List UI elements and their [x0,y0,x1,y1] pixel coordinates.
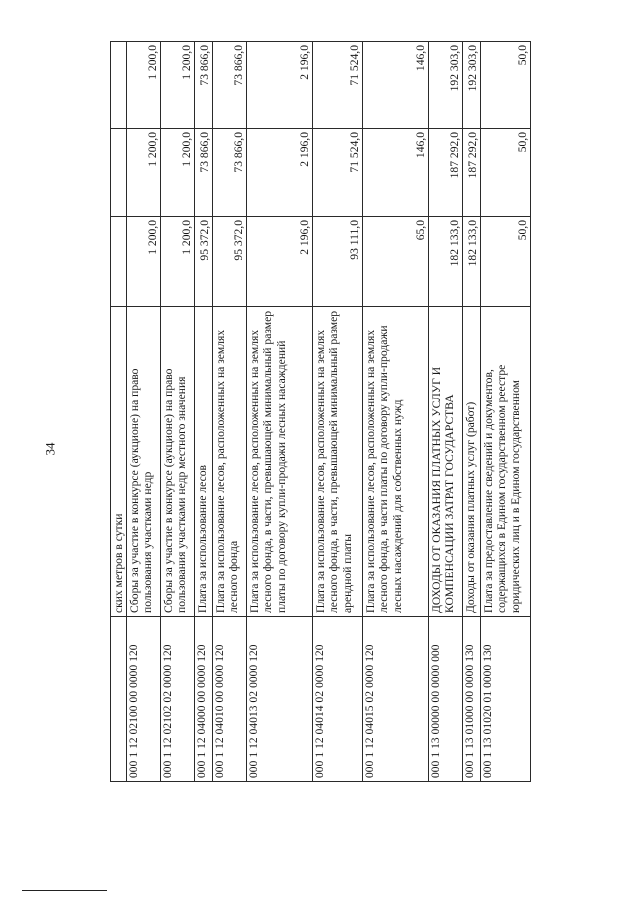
revenue-name-cell: Сборы за участие в конкурсе (аукционе) на право пользования участками недр местного значения [161,307,195,617]
table-row [161,42,195,782]
value-cell-year-3 [111,42,127,129]
value-cell-year-1: 182 133,0 [463,217,481,307]
revenue-name-cell: Плата за использование лесов, расположенных на землях лесного фонда, в части платы по договору купли-продажи лесных насаждений для собственных нужд [363,307,429,617]
value-cell-year-3: 1 200,0 [127,42,161,129]
budget-code-cell: 000 1 13 01000 00 0000 130 [463,617,481,782]
value-cell-year-1: 50,0 [481,217,531,307]
value-cell-year-1: 1 200,0 [127,217,161,307]
revenue-name-cell: Плата за предоставление сведений и документов, содержащихся в Едином государственном реестре юридических лиц и в Едином государственном [481,307,531,617]
value-cell-year-3: 73 866,0 [195,42,213,129]
value-cell-year-2: 1 200,0 [161,129,195,217]
value-cell-year-3: 73 866,0 [213,42,247,129]
value-cell-year-1: 95 372,0 [195,217,213,307]
revenue-name-cell: Сборы за участие в конкурсе (аукционе) на право пользования участками недр [127,307,161,617]
value-cell-year-2: 1 200,0 [127,129,161,217]
revenue-name-cell: Плата за использование лесов, расположенных на землях лесного фонда [213,307,247,617]
budget-code-cell: 000 1 12 04015 02 0000 120 [363,617,429,782]
value-cell-year-2: 50,0 [481,129,531,217]
budget-code-cell: 000 1 12 02100 00 0000 120 [127,617,161,782]
value-cell-year-2: 71 524,0 [313,129,363,217]
value-cell-year-2: 73 866,0 [195,129,213,217]
value-cell-year-3: 50,0 [481,42,531,129]
value-cell-year-3: 192 303,0 [429,42,463,129]
revenue-name-cell: Плата за использование лесов, расположенных на землях лесного фонда, в части, превышающей минимальный размер арендной платы [313,307,363,617]
value-cell-year-1: 182 133,0 [429,217,463,307]
value-cell-year-3: 146,0 [363,42,429,129]
revenue-name-cell: Плата за использование лесов, расположенных на землях лесного фонда, в части, превышающей минимальный размер платы по договору купли-продажи лесных насаждений [247,307,313,617]
budget-code-cell: 000 1 12 04014 02 0000 120 [313,617,363,782]
budget-code-cell: 000 1 12 04000 00 0000 120 [195,617,213,782]
value-cell-year-2: 187 292,0 [463,129,481,217]
value-cell-year-2: 2 196,0 [247,129,313,217]
value-cell-year-2: 73 866,0 [213,129,247,217]
budget-code-cell [111,617,127,782]
value-cell-year-1: 95 372,0 [213,217,247,307]
table-row [481,42,531,782]
value-cell-year-2: 187 292,0 [429,129,463,217]
revenue-table-body [111,42,531,782]
value-cell-year-1: 65,0 [363,217,429,307]
budget-code-cell: 000 1 13 00000 00 0000 000 [429,617,463,782]
value-cell-year-1: 93 111,0 [313,217,363,307]
table-row [111,42,127,782]
table-row [195,42,213,782]
value-cell-year-1: 1 200,0 [161,217,195,307]
table-row [363,42,429,782]
value-cell-year-2 [111,129,127,217]
budget-code-cell: 000 1 12 04013 02 0000 120 [247,617,313,782]
budget-code-cell: 000 1 12 04010 00 0000 120 [213,617,247,782]
revenue-name-cell: Доходы от оказания платных услуг (работ) [463,307,481,617]
value-cell-year-2: 146,0 [363,129,429,217]
revenue-name-cell: ДОХОДЫ ОТ ОКАЗАНИЯ ПЛАТНЫХ УСЛУГ И КОМПЕНСАЦИИ ЗАТРАТ ГОСУДАРСТВА [429,307,463,617]
table-row [313,42,363,782]
budget-code-cell: 000 1 13 01020 01 0000 130 [481,617,531,782]
revenue-name-cell: ских метров в сутки [111,307,127,617]
page-number: 34 [42,442,58,456]
budget-code-cell: 000 1 12 02102 02 0000 120 [161,617,195,782]
table-row [127,42,161,782]
value-cell-year-3: 71 524,0 [313,42,363,129]
footnote-divider [22,890,107,891]
table-row [463,42,481,782]
value-cell-year-3: 192 303,0 [463,42,481,129]
value-cell-year-3: 2 196,0 [247,42,313,129]
table-row [429,42,463,782]
value-cell-year-3: 1 200,0 [161,42,195,129]
revenue-name-cell: Плата за использование лесов [195,307,213,617]
table-row [247,42,313,782]
value-cell-year-1 [111,217,127,307]
rotated-page-content [110,42,590,782]
revenue-table [110,41,531,782]
table-row [213,42,247,782]
value-cell-year-1: 2 196,0 [247,217,313,307]
